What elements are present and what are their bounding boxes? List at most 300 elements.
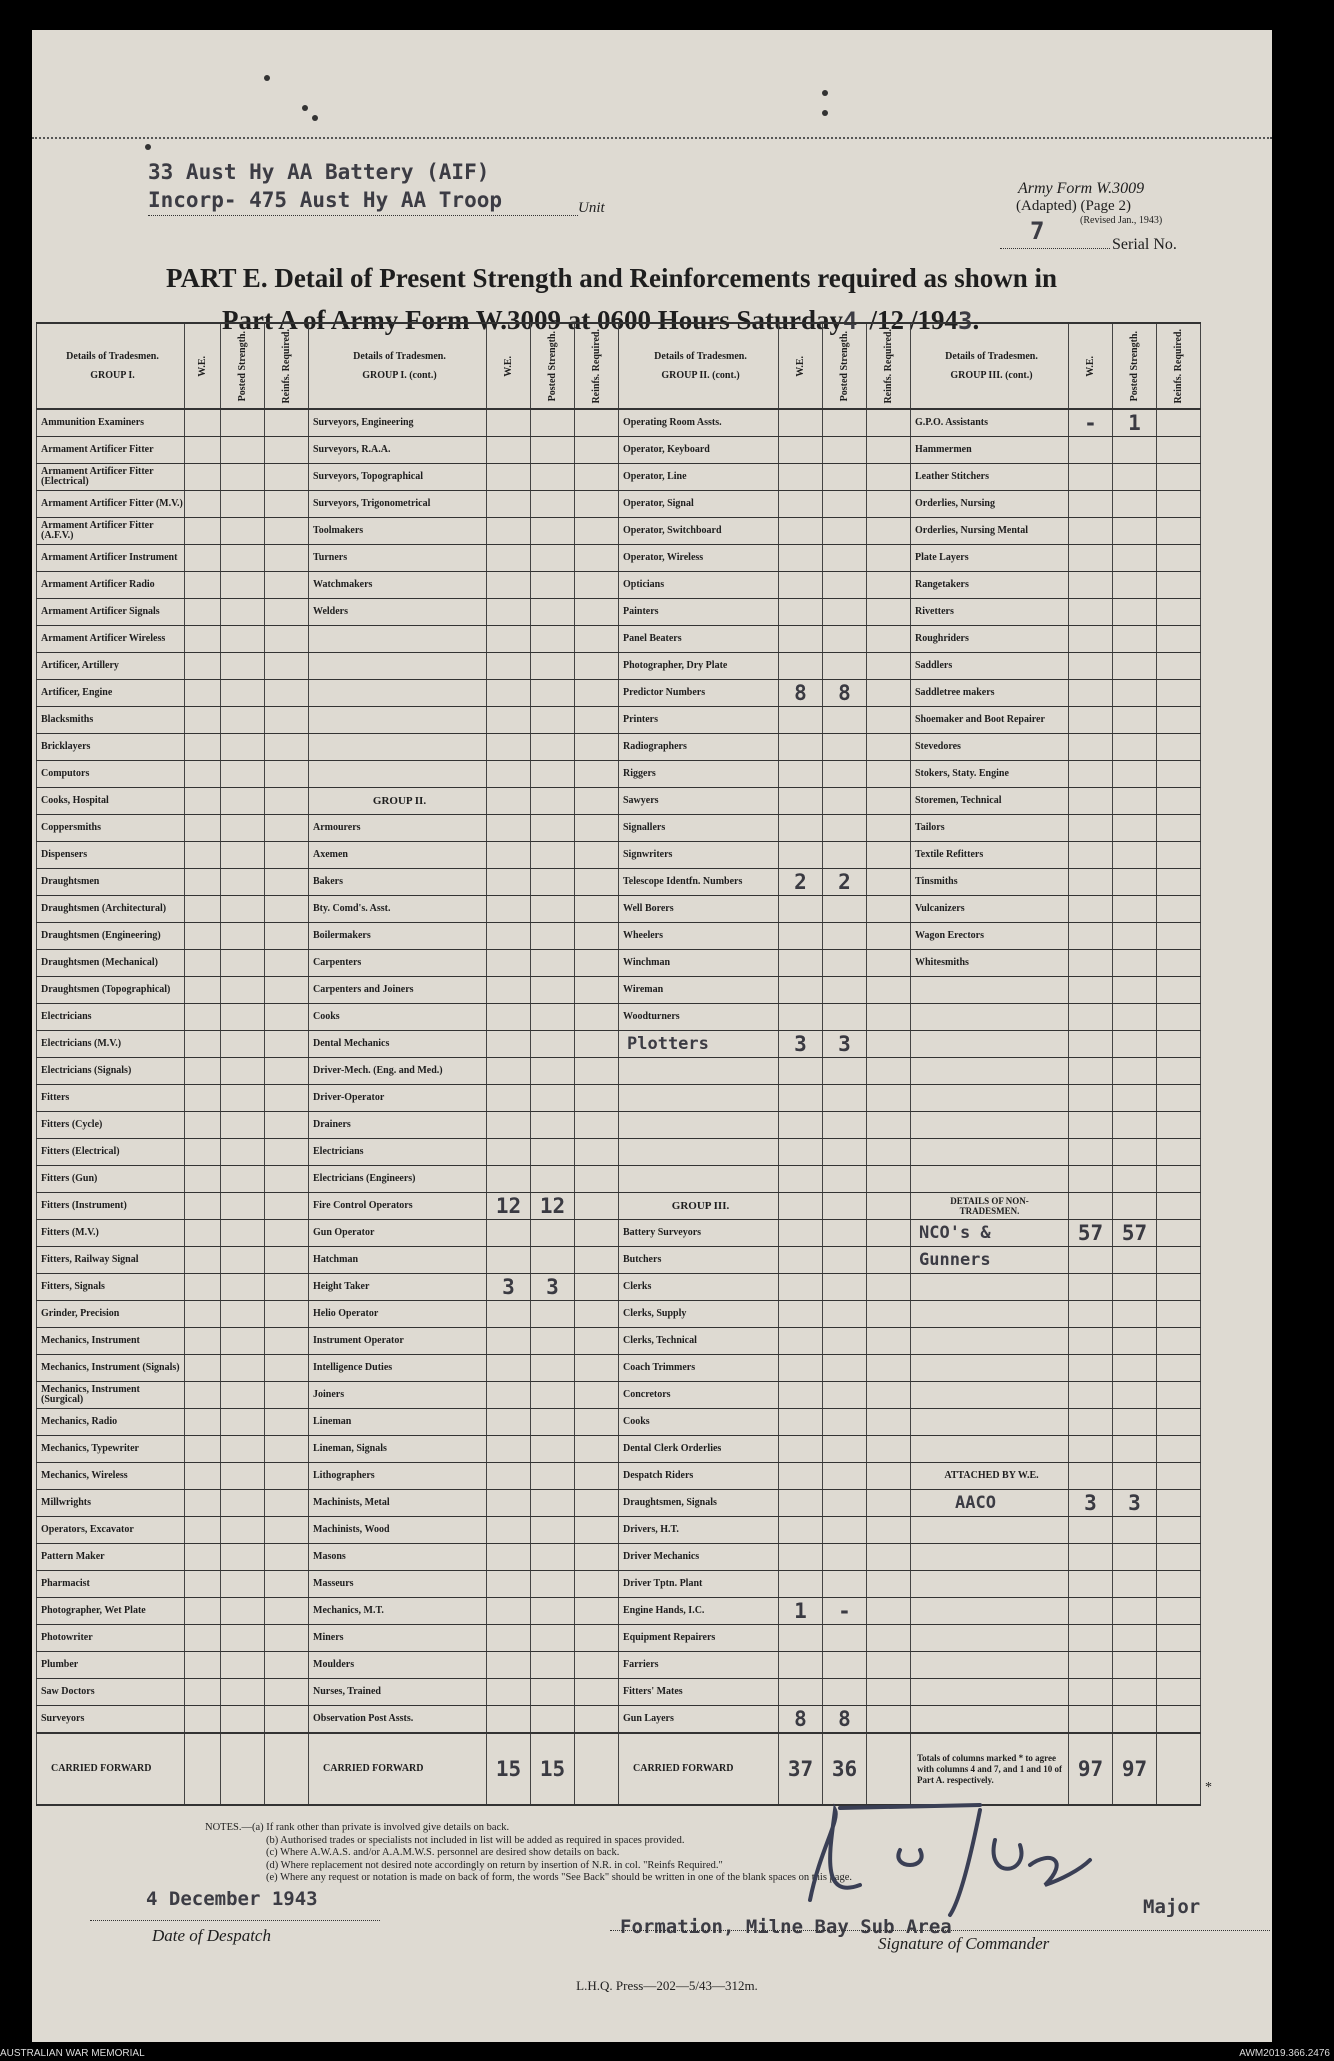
value-cell: [1113, 437, 1157, 464]
value-cell: [265, 1193, 309, 1220]
value-cell: [1157, 1571, 1201, 1598]
serial-label: Serial No.: [1112, 236, 1177, 253]
trade-cell: Cooks, Hospital: [37, 788, 185, 815]
table-row: [37, 1112, 1201, 1139]
value-cell: [575, 1004, 619, 1031]
value-cell: [487, 1571, 531, 1598]
trade-cell: Dispensers: [37, 842, 185, 869]
value-cell: [1113, 950, 1157, 977]
trade-cell: Armament Artificer Fitter (M.V.): [37, 491, 185, 518]
notes-block: [205, 1822, 852, 1885]
value-cell: [185, 1679, 221, 1706]
trade-cell: GROUP III.: [619, 1193, 779, 1220]
trade-cell: Rivetters: [911, 599, 1069, 626]
value-cell: [487, 1679, 531, 1706]
trade-cell: Whitesmiths: [911, 950, 1069, 977]
value-cell: [1113, 761, 1157, 788]
table-row: [37, 437, 1201, 464]
trade-cell: Driver Mechanics: [619, 1544, 779, 1571]
trade-cell: ATTACHED BY W.E.: [911, 1463, 1069, 1490]
value-cell: [221, 950, 265, 977]
header-details-2: [309, 323, 487, 409]
table-row: [37, 869, 1201, 896]
trade-cell: Gun Layers: [619, 1706, 779, 1734]
value-cell: [867, 1652, 911, 1679]
value-cell: [1157, 1085, 1201, 1112]
trade-cell: Armament Artificer Fitter (A.F.V.): [37, 518, 185, 545]
value-cell: [185, 1247, 221, 1274]
value-cell: [185, 1517, 221, 1544]
value-cell: 3: [1113, 1490, 1157, 1517]
value-cell: [1113, 923, 1157, 950]
value-cell: [1157, 923, 1201, 950]
header-details-3: [619, 323, 779, 409]
value-cell: [823, 1193, 867, 1220]
trade-cell: [911, 1112, 1069, 1139]
trade-cell: Draughtsmen (Mechanical): [37, 950, 185, 977]
value-cell: [1113, 734, 1157, 761]
note-d: (d) Where replacement not desired note accordingly on return by insertion of N.R. in col. "Reinfs Required.": [266, 1859, 723, 1871]
value-cell: [779, 626, 823, 653]
trade-cell: [911, 1517, 1069, 1544]
header-reinfs-label: Reinfs. Required.: [883, 328, 894, 404]
value-cell: [221, 1355, 265, 1382]
value-cell: [779, 1625, 823, 1652]
trade-cell: Grinder, Precision: [37, 1301, 185, 1328]
value-cell: [1113, 869, 1157, 896]
value-cell: [487, 1328, 531, 1355]
header-we-4: [1069, 323, 1113, 409]
value-cell: [867, 707, 911, 734]
value-cell: [531, 545, 575, 572]
value-cell: [1069, 1571, 1113, 1598]
serial-value: 7: [1030, 217, 1045, 245]
trade-cell: Electricians (Engineers): [309, 1166, 487, 1193]
header-we-label: W.E.: [795, 355, 806, 377]
trade-cell: Sawyers: [619, 788, 779, 815]
value-cell: [1113, 1274, 1157, 1301]
value-cell: [823, 1625, 867, 1652]
value-cell: [185, 572, 221, 599]
value-cell: [487, 815, 531, 842]
value-cell: [867, 1436, 911, 1463]
value-cell: [265, 1058, 309, 1085]
value-cell: [1113, 1544, 1157, 1571]
value-cell: [221, 1328, 265, 1355]
value-cell: [185, 437, 221, 464]
value-cell: [1113, 653, 1157, 680]
value-cell: [823, 707, 867, 734]
trade-cell: [911, 1571, 1069, 1598]
value-cell: [867, 1679, 911, 1706]
trade-cell: Hammermen: [911, 437, 1069, 464]
value-cell: [779, 815, 823, 842]
value-cell: [575, 491, 619, 518]
carried-forward-posted: 36: [823, 1733, 867, 1805]
value-cell: [531, 1139, 575, 1166]
table-row: [37, 599, 1201, 626]
value-cell: [779, 1166, 823, 1193]
trade-cell: Wheelers: [619, 923, 779, 950]
value-cell: [265, 1274, 309, 1301]
trade-cell: Fitters (M.V.): [37, 1220, 185, 1247]
value-cell: [1069, 1301, 1113, 1328]
value-cell: [265, 1139, 309, 1166]
value-cell: [531, 1355, 575, 1382]
value-cell: [185, 1274, 221, 1301]
trade-cell: Joiners: [309, 1382, 487, 1409]
commander-dotted-line: [610, 1930, 1270, 1931]
value-cell: [1113, 1382, 1157, 1409]
value-cell: [1069, 788, 1113, 815]
value-cell: [867, 896, 911, 923]
value-cell: [779, 707, 823, 734]
value-cell: [1157, 1031, 1201, 1058]
value-cell: [1157, 869, 1201, 896]
value-cell: [185, 1544, 221, 1571]
value-cell: [823, 437, 867, 464]
value-cell: [265, 842, 309, 869]
table-row: [37, 545, 1201, 572]
value-cell: [185, 842, 221, 869]
trade-cell: [911, 1274, 1069, 1301]
value-cell: [487, 1139, 531, 1166]
value-cell: [265, 626, 309, 653]
value-cell: [867, 518, 911, 545]
value-cell: [1113, 1517, 1157, 1544]
value-cell: [575, 1220, 619, 1247]
trade-cell: Equipment Repairers: [619, 1625, 779, 1652]
value-cell: [867, 734, 911, 761]
table-row: [37, 572, 1201, 599]
trade-cell: Painters: [619, 599, 779, 626]
trade-cell: Intelligence Duties: [309, 1355, 487, 1382]
value-cell: [221, 1274, 265, 1301]
value-cell: [1157, 761, 1201, 788]
value-cell: [1069, 1193, 1113, 1220]
value-cell: [575, 1436, 619, 1463]
value-cell: [1069, 1085, 1113, 1112]
value-cell: [221, 1571, 265, 1598]
value-cell: [867, 464, 911, 491]
value-cell: [1157, 437, 1201, 464]
value-cell: [1069, 896, 1113, 923]
trade-cell: Textile Refitters: [911, 842, 1069, 869]
value-cell: [1069, 1328, 1113, 1355]
value-cell: [221, 680, 265, 707]
value-cell: [823, 409, 867, 437]
value-cell: [779, 1058, 823, 1085]
trade-cell: Masons: [309, 1544, 487, 1571]
value-cell: [1069, 869, 1113, 896]
value-cell: [487, 1382, 531, 1409]
value-cell: [1157, 545, 1201, 572]
value-cell: [1157, 1058, 1201, 1085]
value-cell: [185, 923, 221, 950]
value-cell: [575, 734, 619, 761]
value-cell: [265, 464, 309, 491]
value-cell: [1113, 1598, 1157, 1625]
value-cell: [487, 1112, 531, 1139]
trade-cell: Riggers: [619, 761, 779, 788]
value-cell: [779, 1274, 823, 1301]
value-cell: [221, 869, 265, 896]
unit-typed-line2: Incorp- 475 Aust Hy AA Troop: [148, 188, 503, 212]
trade-cell: Axemen: [309, 842, 487, 869]
title-date-month: /12: [869, 305, 904, 335]
value-cell: [531, 950, 575, 977]
value-cell: [185, 1463, 221, 1490]
value-cell: [185, 977, 221, 1004]
value-cell: [823, 1355, 867, 1382]
value-cell: [779, 1382, 823, 1409]
value-cell: [531, 1031, 575, 1058]
table-row: [37, 1139, 1201, 1166]
value-cell: [779, 491, 823, 518]
value-cell: [779, 1328, 823, 1355]
trade-cell: Fitters (Cycle): [37, 1112, 185, 1139]
value-cell: [779, 977, 823, 1004]
trade-cell: Plate Layers: [911, 545, 1069, 572]
value-cell: [1157, 409, 1201, 437]
value-cell: [1113, 1139, 1157, 1166]
carried-forward-posted: 97: [1113, 1733, 1157, 1805]
trade-cell: Watchmakers: [309, 572, 487, 599]
trade-cell: Clerks: [619, 1274, 779, 1301]
value-cell: [823, 1679, 867, 1706]
value-cell: [779, 572, 823, 599]
value-cell: [265, 1004, 309, 1031]
value-cell: [1113, 977, 1157, 1004]
trade-cell: [911, 1598, 1069, 1625]
commander-label: Signature of Commander: [878, 1934, 1050, 1953]
value-cell: [823, 599, 867, 626]
value-cell: [1157, 1598, 1201, 1625]
table-row: [37, 1382, 1201, 1409]
value-cell: [823, 1463, 867, 1490]
trade-cell: Driver-Mech. (Eng. and Med.): [309, 1058, 487, 1085]
value-cell: [531, 653, 575, 680]
printer-imprint: L.H.Q. Press—202—5/43—312m.: [576, 1978, 758, 1993]
value-cell: [185, 1355, 221, 1382]
carried-forward-reinfs: [575, 1733, 619, 1805]
value-cell: [1113, 626, 1157, 653]
carried-forward-we: [185, 1733, 221, 1805]
value-cell: [779, 788, 823, 815]
value-cell: [531, 1598, 575, 1625]
trade-cell: Clerks, Supply: [619, 1301, 779, 1328]
value-cell: [487, 1085, 531, 1112]
value-cell: [221, 1625, 265, 1652]
header-posted-2: [531, 323, 575, 409]
header-details-label: Details of Tradesmen.: [654, 351, 747, 362]
table-row: [37, 1571, 1201, 1598]
value-cell: [265, 1679, 309, 1706]
trade-cell: Panel Beaters: [619, 626, 779, 653]
trade-cell: [619, 1139, 779, 1166]
trade-cell: Operator, Line: [619, 464, 779, 491]
value-cell: [575, 1274, 619, 1301]
table-row: [37, 1463, 1201, 1490]
trade-cell: Surveyors, Engineering: [309, 409, 487, 437]
value-cell: [221, 1679, 265, 1706]
value-cell: [265, 950, 309, 977]
value-cell: [487, 869, 531, 896]
trade-cell: Predictor Numbers: [619, 680, 779, 707]
value-cell: [1157, 896, 1201, 923]
value-cell: [531, 1301, 575, 1328]
trade-cell: Photowriter: [37, 1625, 185, 1652]
trade-cell: Computors: [37, 761, 185, 788]
value-cell: [823, 1274, 867, 1301]
value-cell: [1113, 1112, 1157, 1139]
table-row: [37, 1409, 1201, 1436]
header-posted-label: Posted Strength.: [1129, 330, 1140, 402]
value-cell: [1069, 1058, 1113, 1085]
trade-cell: [309, 707, 487, 734]
value-cell: [779, 1220, 823, 1247]
trade-cell: Draughtsmen, Signals: [619, 1490, 779, 1517]
value-cell: [531, 599, 575, 626]
trade-cell: Operator, Keyboard: [619, 437, 779, 464]
value-cell: [531, 437, 575, 464]
value-cell: [1157, 1436, 1201, 1463]
value-cell: [575, 1679, 619, 1706]
trade-cell: [309, 626, 487, 653]
table-row: [37, 815, 1201, 842]
value-cell: [575, 1301, 619, 1328]
value-cell: [1113, 788, 1157, 815]
value-cell: [1157, 1490, 1201, 1517]
value-cell: [487, 1463, 531, 1490]
table-row: [37, 1625, 1201, 1652]
value-cell: [221, 464, 265, 491]
value-cell: [531, 1652, 575, 1679]
value-cell: [823, 491, 867, 518]
table-row: [37, 491, 1201, 518]
value-cell: [1069, 1004, 1113, 1031]
punch-hole: [312, 115, 318, 121]
table-row: [37, 707, 1201, 734]
value-cell: [185, 1004, 221, 1031]
trade-cell: Mechanics, Wireless: [37, 1463, 185, 1490]
trade-cell: Saddletree makers: [911, 680, 1069, 707]
value-cell: [531, 1679, 575, 1706]
header-details-label: Details of Tradesmen.: [66, 351, 159, 362]
trade-cell: [911, 1031, 1069, 1058]
trade-cell: [911, 1328, 1069, 1355]
value-cell: [265, 1571, 309, 1598]
value-cell: [221, 896, 265, 923]
trade-cell: [619, 1112, 779, 1139]
title-line2-prefix: Part A of Army Form W.3009 at 0600 Hours Saturday: [222, 305, 843, 335]
value-cell: 57: [1069, 1220, 1113, 1247]
value-cell: [867, 923, 911, 950]
punch-hole: [145, 144, 151, 150]
value-cell: [221, 1436, 265, 1463]
value-cell: [221, 409, 265, 437]
value-cell: [221, 1058, 265, 1085]
value-cell: [487, 545, 531, 572]
trade-cell: [911, 1409, 1069, 1436]
value-cell: [779, 1193, 823, 1220]
value-cell: [779, 1517, 823, 1544]
value-cell: [779, 409, 823, 437]
value-cell: [575, 815, 619, 842]
value-cell: [1113, 1031, 1157, 1058]
value-cell: 3: [779, 1031, 823, 1058]
table-row: [37, 1328, 1201, 1355]
value-cell: [575, 950, 619, 977]
trade-cell: Operator, Signal: [619, 491, 779, 518]
value-cell: [265, 1112, 309, 1139]
value-cell: [1069, 1274, 1113, 1301]
trade-cell: [309, 761, 487, 788]
trade-cell: Blacksmiths: [37, 707, 185, 734]
header-group-label: GROUP I. (cont.): [362, 370, 437, 381]
value-cell: [265, 653, 309, 680]
trade-cell: [911, 1652, 1069, 1679]
value-cell: [531, 896, 575, 923]
header-group-label: GROUP III. (cont.): [950, 370, 1033, 381]
trade-cell: Fitters, Railway Signal: [37, 1247, 185, 1274]
value-cell: [575, 707, 619, 734]
value-cell: [1113, 545, 1157, 572]
value-cell: [221, 491, 265, 518]
trade-cell: Machinists, Metal: [309, 1490, 487, 1517]
value-cell: [265, 1625, 309, 1652]
punch-hole: [302, 105, 308, 111]
trade-cell: Moulders: [309, 1652, 487, 1679]
trade-cell: Photographer, Wet Plate: [37, 1598, 185, 1625]
trade-cell: [911, 1301, 1069, 1328]
value-cell: [265, 1166, 309, 1193]
value-cell: [487, 626, 531, 653]
value-cell: [867, 1247, 911, 1274]
trade-cell: Mechanics, Instrument (Signals): [37, 1355, 185, 1382]
value-cell: [487, 1544, 531, 1571]
trade-cell: Saw Doctors: [37, 1679, 185, 1706]
table-row: [37, 680, 1201, 707]
value-cell: 57: [1113, 1220, 1157, 1247]
value-cell: [575, 545, 619, 572]
value-cell: [1157, 1301, 1201, 1328]
form-ref-line2: (Adapted) (Page 2): [1016, 198, 1131, 214]
value-cell: [265, 1247, 309, 1274]
value-cell: [265, 869, 309, 896]
value-cell: [221, 1247, 265, 1274]
value-cell: [1113, 491, 1157, 518]
trade-cell: Draughtsmen: [37, 869, 185, 896]
value-cell: [265, 707, 309, 734]
commander-signature: [780, 1790, 1110, 1930]
value-cell: [1113, 707, 1157, 734]
totals-asterisk: *: [1205, 1780, 1212, 1795]
value-cell: [531, 815, 575, 842]
value-cell: [487, 1004, 531, 1031]
trade-cell: [911, 1625, 1069, 1652]
value-cell: [221, 707, 265, 734]
serial-dotted-line: [1000, 248, 1110, 249]
value-cell: [487, 1598, 531, 1625]
value-cell: [1157, 653, 1201, 680]
value-cell: [1157, 599, 1201, 626]
value-cell: [531, 1517, 575, 1544]
value-cell: [867, 1220, 911, 1247]
value-cell: [575, 1463, 619, 1490]
value-cell: [779, 842, 823, 869]
value-cell: [867, 761, 911, 788]
